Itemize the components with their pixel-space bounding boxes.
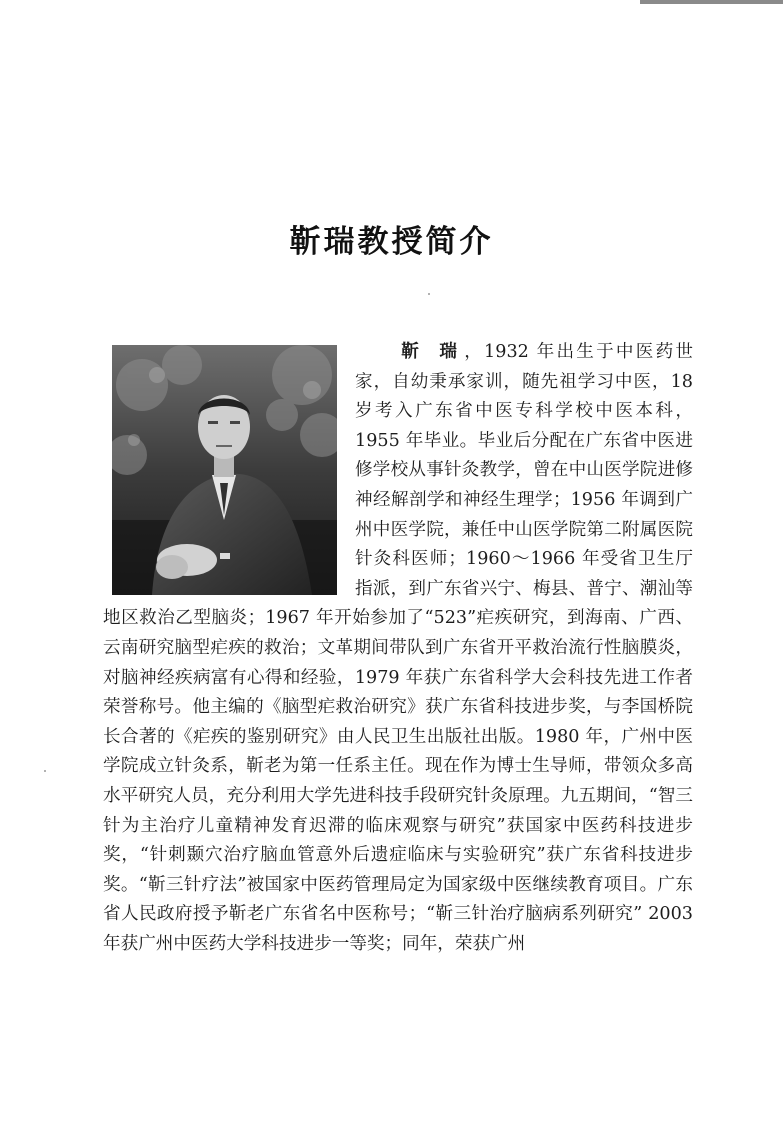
photo-wrap-spacer — [103, 338, 355, 604]
page-title: 靳瑞教授简介 — [289, 224, 494, 260]
top-edge-rule — [640, 0, 783, 4]
bio-body: ，1932 年出生于中医药世家，自幼秉承家训，随先祖学习中医，18 岁考入广东省中医专科学校中医本科，1955 年毕业。毕业后分配在广东省中医进修学校从事针灸教学，曾在中山医学院进修神经解剖学和神经生理学；1956 年调到广州中医学院，兼任中山医学院第二附属医院针灸科医师；1960～1966 年受省卫生厅指派，到广东省兴宁、梅县、普宁、潮汕等地区救治乙型脑炎；1967 年开始参加了“523”疟疾研究，到海南、广西、云南研究脑型疟疾的救治；文革期间带队到广东省开平救治流行性脑膜炎，对脑神经疾病富有心得和经验，1979 年获广东省科学大会科技先进工作者荣誉称号。他主编的《脑型疟救治研究》获广东省科技进步奖，与李国桥院长合著的《疟疾的鉴别研究》由人民卫生出版社出版。1980 年，广州中医学院成立针灸系，靳老为第一任系主任。现在作为博士生导师，带领众多高水平研究人员，充分利用大学先进科技手段研究针灸原理。九五期间，“智三针为主治疗儿童精神发育迟滞的临床观察与研究”获国家中医药科技进步奖，“针刺颞穴治疗脑血管意外后遗症临床与实验研究”获广东省科技进步奖。“靳三针疗法”被国家中医药管理局定为国家级中医继续教育项目。广东省人民政府授予靳老广东省名中医称号；“靳三针治疗脑病系列研究” 2003 年获广州中医药大学科技进步一等奖；同年，荣获广州 — [103, 342, 693, 954]
bio-name: 靳 瑞 — [399, 342, 465, 362]
scan-speck — [44, 770, 46, 772]
scan-speck — [428, 293, 430, 295]
biography-text — [103, 338, 693, 959]
